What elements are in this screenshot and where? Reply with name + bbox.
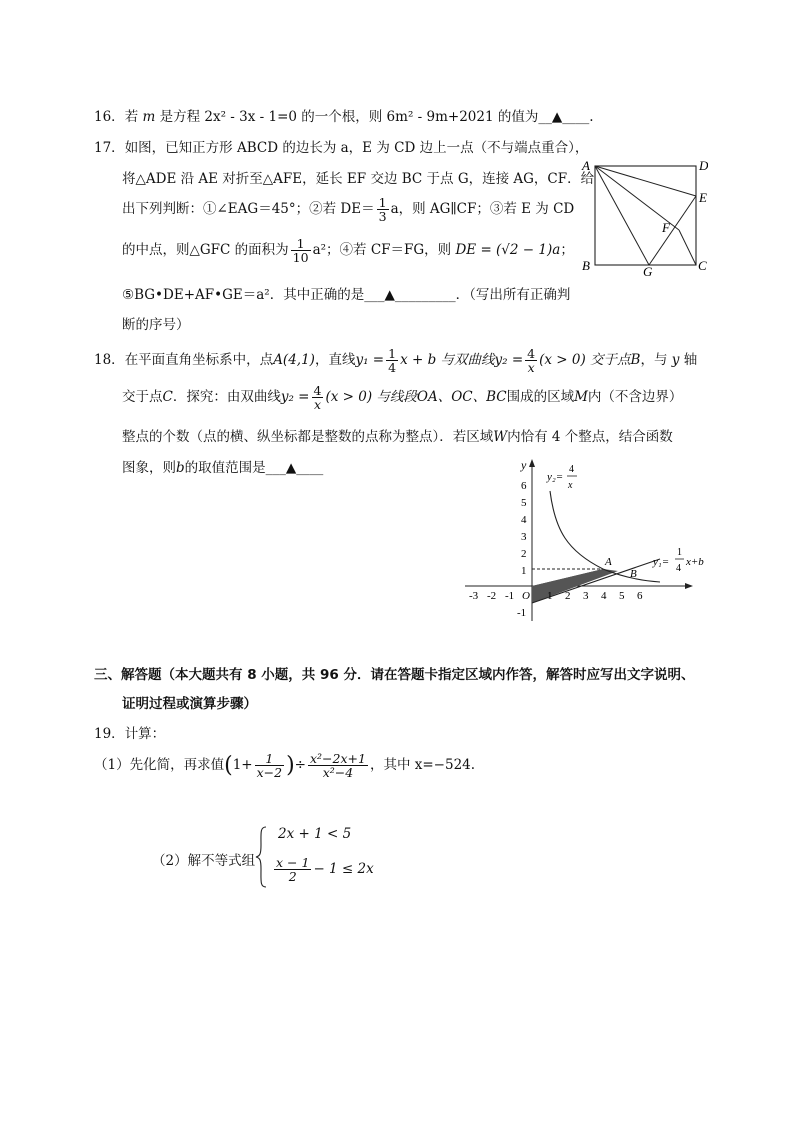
- y-tick-6: 6: [521, 480, 527, 492]
- q18-l1-frac-den: 4: [388, 360, 397, 376]
- segment-ae: [595, 166, 696, 196]
- q17-number: 17．: [94, 140, 125, 156]
- hyperbola-curve: [550, 491, 660, 582]
- q18-l1-a: 在平面直角坐标系中，点: [124, 352, 274, 369]
- q18-l2-a: 交于点: [122, 389, 163, 406]
- segment-fc: [679, 230, 696, 265]
- q17-line4-b: a²；④若 CF＝FG，则: [312, 242, 452, 259]
- label-c: C: [698, 258, 707, 273]
- x-tick-3: 3: [583, 590, 589, 602]
- q18-point-a: A(4,1): [273, 352, 315, 369]
- q17-frac2-den: 10: [292, 250, 309, 266]
- y-tick-3: 3: [521, 531, 527, 543]
- q18-l4-c: 的取值范围是___▲____: [184, 460, 324, 476]
- q17-line2: 将△ADE 沿 AE 对折至△AFE，延长 EF 交边 BC 于点 G，连接 AG，CF．给: [122, 171, 595, 187]
- q17-fraction-one-third: [377, 196, 389, 223]
- q18-l2-b: ．探究：由双曲线: [172, 389, 281, 406]
- q19-ineq2-frac: [274, 856, 311, 883]
- x-tick-origin: O: [522, 590, 530, 602]
- y-tick-5: 5: [521, 497, 527, 509]
- q18-l2-frac: [312, 384, 324, 411]
- q18-line3: [122, 425, 673, 445]
- q18-l3-a: 整点的个数（点的横、纵坐标都是整数的点称为整点）．若区域: [122, 429, 494, 445]
- q16-var-m: m: [142, 109, 156, 125]
- q18-l1-frac: [386, 347, 398, 374]
- question-16: [94, 105, 594, 125]
- q17-square-figure: [578, 152, 708, 278]
- q17-line1-text: 如图，已知正方形 ABCD 的边长为 a，E 为 CD 边上一点（不与端点重合），: [124, 140, 589, 156]
- q18-l2-point-c: C: [162, 389, 173, 406]
- q17-line4: [122, 237, 574, 264]
- q19-part1: [94, 752, 475, 779]
- q18-l3-w: W: [493, 429, 508, 445]
- q18-coordinate-graph: [455, 455, 715, 625]
- q17-line1: [94, 136, 588, 156]
- q19-right-paren: ): [286, 753, 295, 779]
- q19-frac2: [308, 752, 368, 779]
- q16-number: 16．: [94, 109, 125, 125]
- q18-l2-frac-num: 4: [313, 383, 322, 398]
- x-tick-2: 2: [565, 590, 571, 602]
- q17-line5: ⑤BG•DE+AF•GE＝a²．其中正确的是___▲_________．（写出所有正确判: [122, 287, 571, 303]
- line-label: y₁=: [653, 556, 670, 568]
- q17-line3: [122, 196, 574, 223]
- q18-l2-y2: y₂ =: [280, 389, 310, 406]
- q19-ineq2-frac-den: 2: [288, 869, 297, 885]
- q17-line3-a: 出下列判断：①∠EAG＝45°；②若 DE＝: [122, 201, 375, 218]
- label-d: D: [699, 158, 708, 173]
- y-axis-arrow: [529, 459, 535, 467]
- q18-l1-y1: y₁ =: [355, 352, 385, 369]
- q19-frac1-den: x−2: [256, 765, 283, 781]
- q18-l2-d: 围成的区域: [506, 389, 575, 406]
- q19-ineq2: [272, 856, 374, 883]
- q18-l2-segs: OA、OC、BC: [416, 389, 507, 406]
- q18-l4-a: 图象，则: [122, 460, 176, 476]
- curve-label: y₂=: [547, 471, 564, 483]
- x-tick-6: 6: [637, 590, 643, 602]
- q19-frac2-num: x²−2x+1: [309, 751, 366, 766]
- q18-l1-frac2: [525, 347, 537, 374]
- q18-line2: [122, 384, 682, 411]
- q18-l1-b: ，直线: [314, 352, 356, 369]
- q18-l1-y: y: [671, 352, 680, 369]
- label-a: A: [582, 158, 590, 173]
- q18-l1-d: (x > 0) 交于点: [539, 352, 631, 369]
- q19-frac1-num: 1: [255, 752, 284, 766]
- x-tick-neg2: -2: [487, 590, 497, 602]
- y-axis-label: y: [521, 458, 527, 472]
- x-axis-arrow: [685, 583, 693, 589]
- q17-frac-num: 1: [378, 195, 387, 210]
- label-b: B: [582, 258, 590, 273]
- q17-line4-a: 的中点，则△GFC 的面积为: [122, 242, 289, 259]
- y-tick-1: 1: [521, 565, 527, 577]
- q18-l2-c: (x > 0) 与线段: [325, 389, 417, 406]
- q18-number: 18．: [94, 352, 125, 369]
- q19-part2-label: （2）解不等式组: [152, 853, 256, 869]
- q18-line1: [94, 347, 697, 374]
- q18-l4-b: b: [176, 460, 185, 476]
- line-label-num: 1: [677, 547, 682, 558]
- q17-line4-c: ；: [560, 242, 574, 259]
- q19-ineq2-frac-num: x − 1: [276, 855, 310, 870]
- q16-text-a: 若: [124, 109, 139, 125]
- q18-l2-m: M: [574, 389, 588, 406]
- q17-frac2-num: 1: [291, 237, 311, 251]
- q18-l1-f: 轴: [683, 352, 698, 369]
- q17-frac-den: 3: [378, 209, 387, 225]
- q18-l1-frac-num: 1: [388, 346, 397, 361]
- y-tick-neg1: -1: [517, 607, 527, 619]
- y-tick-2: 2: [521, 548, 527, 560]
- section3-title-line1: 三、解答题（本大题共有 8 小题，共 96 分．请在答题卡指定区域内作答，解答时应写出文字说明、: [94, 667, 695, 683]
- q19-frac2-den: x²−4: [322, 765, 354, 781]
- curve-label-num: 4: [569, 464, 574, 475]
- q16-blank: __▲____.: [538, 109, 594, 125]
- graph-point-b: B: [630, 568, 637, 580]
- q18-line4: [122, 456, 323, 476]
- q19-ineq2-tail: − 1 ≤ 2x: [313, 861, 374, 878]
- curve-label-den: x: [568, 480, 573, 491]
- y-tick-4: 4: [521, 514, 527, 526]
- x-tick-1: 1: [547, 590, 553, 602]
- graph-point-a: A: [605, 556, 612, 568]
- q18-l1-frac2-num: 4: [527, 346, 536, 361]
- q17-line6: 断的序号）: [122, 317, 190, 333]
- q16-text-b: 是方程 2x² - 3x - 1=0 的一个根，则 6m² - 9m+2021 的值为: [159, 109, 539, 125]
- q17-line4-expr: DE = (√2 − 1)a: [455, 242, 561, 259]
- q19-part1-inner: 1+: [232, 757, 253, 774]
- q19-div: ÷: [294, 757, 306, 774]
- x-tick-4: 4: [601, 590, 607, 602]
- q19-brace: [254, 825, 268, 889]
- x-tick-neg1: -1: [505, 590, 515, 602]
- q17-fraction-one-tenth: [291, 237, 311, 264]
- q19-frac1: [255, 752, 284, 779]
- q18-l2-e: 内（不含边界）: [587, 389, 683, 406]
- q18-l1-e: ，与: [640, 352, 668, 369]
- segment-ag: [595, 166, 649, 265]
- q19-part1-label: （1）先化简，再求值: [94, 757, 225, 774]
- segment-eg: [649, 196, 696, 265]
- line-label-tail: x+b: [686, 556, 704, 568]
- q19-ineq1: 2x + 1 < 5: [278, 826, 352, 842]
- q19-number: 19．: [94, 726, 125, 742]
- q18-l3-b: 内恰有 4 个整点，结合函数: [507, 429, 673, 445]
- q19-heading-text: 计算：: [124, 726, 166, 742]
- q18-l2-frac-den: x: [313, 397, 321, 413]
- q18-l1-frac2-den: x: [527, 360, 535, 376]
- x-tick-5: 5: [619, 590, 625, 602]
- q19-part1-tail: ，其中 x=−524.: [369, 757, 476, 774]
- q17-line3-b: a，则 AG∥CF；③若 E 为 CD: [390, 201, 575, 218]
- q18-l1-y2: y₂ =: [494, 352, 524, 369]
- label-e: E: [699, 190, 707, 205]
- q18-l1-point-b: B: [630, 352, 641, 369]
- section3-title-line2: 证明过程或演算步骤）: [122, 696, 257, 712]
- q19-left-paren: (: [224, 753, 233, 779]
- q19-heading: [94, 722, 165, 742]
- label-g: G: [643, 264, 653, 278]
- label-f: F: [662, 220, 670, 235]
- q18-l1-c: x + b 与双曲线: [400, 352, 495, 369]
- line-label-den: 4: [676, 563, 681, 574]
- x-tick-neg3: -3: [469, 590, 479, 602]
